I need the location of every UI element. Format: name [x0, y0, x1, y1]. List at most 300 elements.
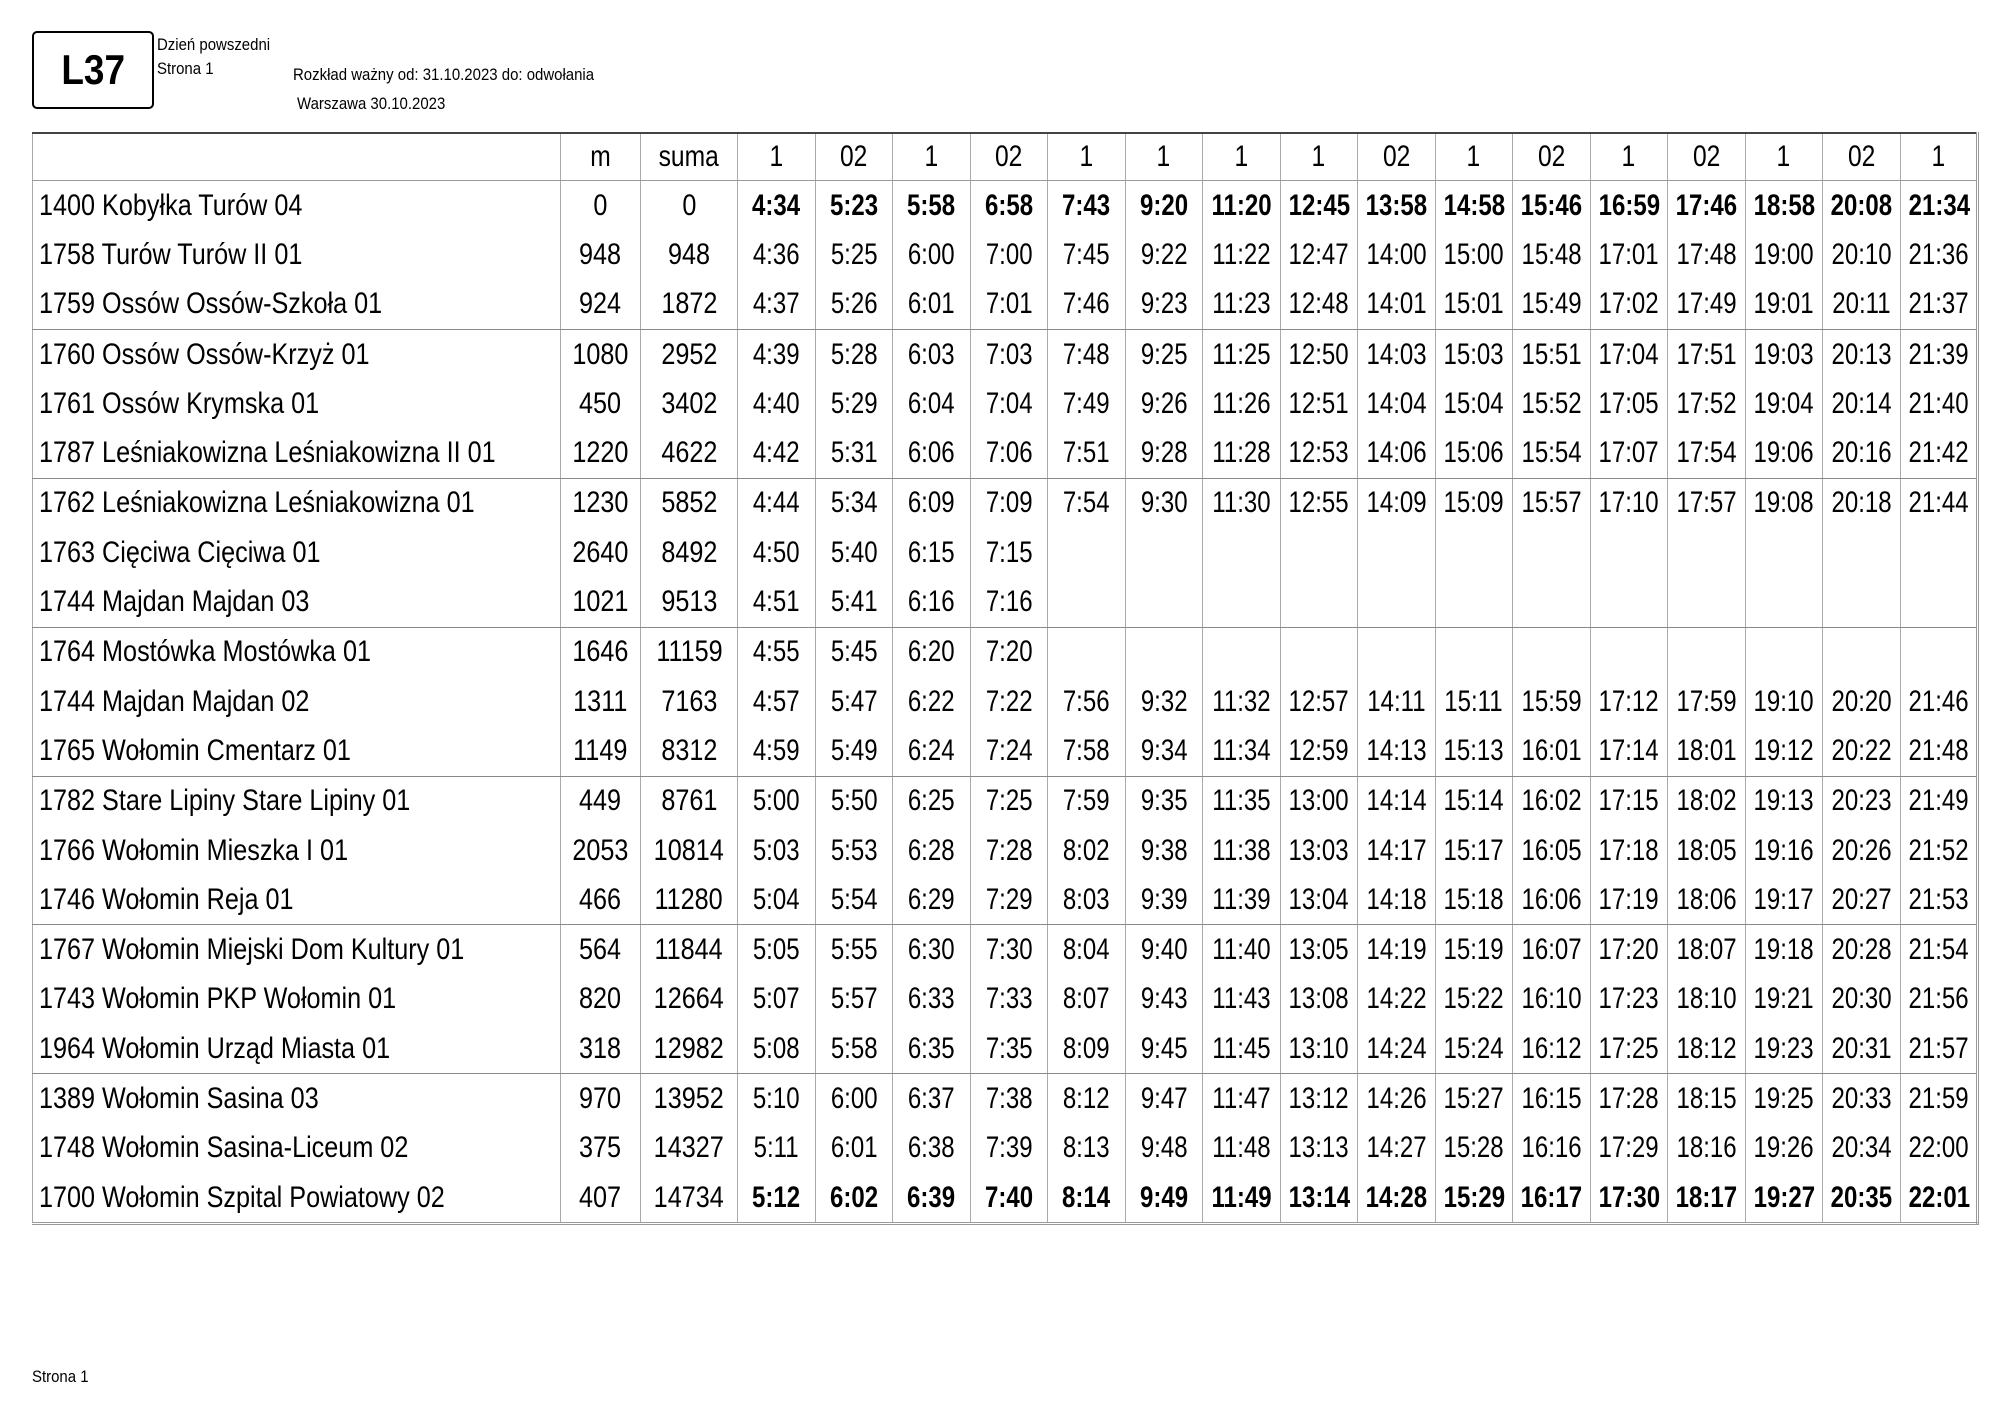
stop-name-text: 1744 Majdan Majdan 03	[39, 585, 310, 619]
departure-time-text: 17:54	[1676, 436, 1737, 470]
departure-time	[1900, 627, 1978, 677]
stop-name-text: 1760 Ossów Ossów-Krzyż 01	[39, 337, 370, 371]
departure-time-text: 11:22	[1212, 237, 1271, 271]
departure-time	[1513, 826, 1591, 875]
departure-time	[1590, 677, 1668, 726]
departure-time-text: 19:23	[1753, 1031, 1814, 1065]
departure-time	[1280, 329, 1358, 379]
departure-time-text: 16:10	[1521, 982, 1582, 1016]
departure-time-text: 21:34	[1908, 188, 1970, 222]
departure-time	[1125, 1024, 1203, 1074]
departure-time-text: 18:06	[1676, 882, 1737, 916]
departure-time	[1125, 677, 1203, 726]
departure-time-text: 20:34	[1831, 1131, 1892, 1165]
departure-time-text: 11:45	[1212, 1031, 1271, 1065]
departure-time	[1513, 379, 1591, 428]
departure-time	[1668, 181, 1746, 231]
departure-time	[893, 726, 971, 776]
distance-sum	[641, 379, 738, 428]
departure-time	[1280, 726, 1358, 776]
departure-time-text: 16:15	[1521, 1081, 1582, 1115]
departure-time	[1900, 726, 1978, 776]
departure-time-text: 9:38	[1140, 833, 1188, 867]
departure-time-text: 11:48	[1212, 1131, 1271, 1165]
stop-name	[33, 478, 561, 528]
departure-time	[970, 478, 1048, 528]
departure-time	[1668, 1124, 1746, 1173]
departure-time	[815, 627, 893, 677]
departure-time	[738, 627, 816, 677]
departure-time	[1900, 280, 1978, 330]
departure-time	[970, 230, 1048, 279]
stop-name	[33, 677, 561, 726]
departure-time-text: 14:14	[1366, 784, 1427, 818]
departure-time	[1590, 280, 1668, 330]
distance-m-text: 820	[579, 982, 622, 1016]
departure-time-text: 18:16	[1676, 1131, 1737, 1165]
table-row	[33, 577, 1978, 627]
departure-time-text: 5:53	[830, 833, 878, 867]
header-label: 02	[1382, 140, 1410, 173]
stop-name-text: 1787 Leśniakowizna Leśniakowizna II 01	[39, 436, 496, 470]
departure-time	[1435, 1173, 1513, 1224]
departure-time	[1745, 478, 1823, 528]
departure-time	[1745, 577, 1823, 627]
departure-time	[1745, 1024, 1823, 1074]
departure-time	[1900, 181, 1978, 231]
departure-time	[1513, 726, 1591, 776]
departure-time	[1435, 975, 1513, 1024]
departure-time	[1048, 181, 1126, 231]
departure-time	[970, 428, 1048, 478]
departure-time-text: 11:26	[1212, 386, 1271, 420]
departure-time-text: 7:39	[985, 1131, 1033, 1165]
departure-time	[738, 428, 816, 478]
departure-time	[1900, 1173, 1978, 1224]
departure-time	[1513, 280, 1591, 330]
header-label: suma	[658, 140, 720, 173]
table-row	[33, 230, 1978, 279]
header-cell-course	[970, 133, 1048, 181]
departure-time-text: 6:33	[907, 982, 955, 1016]
departure-time-text: 22:01	[1908, 1180, 1970, 1214]
departure-time	[815, 975, 893, 1024]
distance-sum-text: 2952	[660, 337, 718, 371]
departure-time-text: 5:08	[752, 1031, 800, 1065]
departure-time	[1280, 677, 1358, 726]
departure-time	[738, 329, 816, 379]
departure-time	[1203, 776, 1281, 826]
departure-time	[970, 329, 1048, 379]
departure-time	[1280, 181, 1358, 231]
departure-time	[1590, 726, 1668, 776]
departure-time	[1203, 826, 1281, 875]
departure-time-text: 16:16	[1521, 1131, 1582, 1165]
departure-time-text: 12:59	[1288, 733, 1349, 767]
distance-m	[561, 1124, 641, 1173]
departure-time	[1513, 1024, 1591, 1074]
departure-time-text: 17:51	[1676, 337, 1737, 371]
departure-time-text: 19:18	[1753, 933, 1814, 967]
departure-time	[970, 627, 1048, 677]
header-cell-course	[1668, 133, 1746, 181]
departure-time-text: 8:03	[1062, 882, 1110, 916]
departure-time-text: 21:46	[1908, 684, 1969, 718]
departure-time-text: 15:57	[1521, 486, 1582, 520]
departure-time-text: 4:59	[752, 733, 800, 767]
departure-time	[1823, 677, 1901, 726]
departure-time-text: 15:03	[1443, 337, 1504, 371]
header-label: 1	[1931, 140, 1946, 173]
distance-m	[561, 478, 641, 528]
departure-time	[1900, 677, 1978, 726]
footer-page-label: Strona 1	[32, 1367, 89, 1386]
distance-sum	[641, 826, 738, 875]
header-cell-course	[1513, 133, 1591, 181]
departure-time	[1745, 975, 1823, 1024]
departure-time-text: 13:10	[1288, 1031, 1349, 1065]
departure-time-text: 18:01	[1676, 733, 1737, 767]
departure-time-text: 13:14	[1288, 1180, 1350, 1214]
departure-time-text: 7:38	[985, 1081, 1033, 1115]
departure-time-text: 5:07	[752, 982, 800, 1016]
departure-time	[1125, 826, 1203, 875]
table-row	[33, 478, 1978, 528]
distance-sum	[641, 1074, 738, 1124]
departure-time-text: 4:57	[752, 684, 800, 718]
departure-time-text: 4:34	[752, 188, 801, 222]
departure-time	[1823, 975, 1901, 1024]
distance-sum	[641, 280, 738, 330]
departure-time-text: 5:05	[752, 933, 800, 967]
departure-time	[738, 726, 816, 776]
departure-time-text: 7:35	[985, 1031, 1033, 1065]
departure-time	[1513, 329, 1591, 379]
departure-time-text: 5:34	[830, 486, 878, 520]
departure-time	[1590, 528, 1668, 577]
departure-time	[1590, 478, 1668, 528]
departure-time-text: 7:30	[985, 933, 1033, 967]
departure-time-text: 4:39	[752, 337, 800, 371]
departure-time-text: 11:34	[1212, 733, 1271, 767]
departure-time	[1513, 230, 1591, 279]
distance-sum-text: 8312	[660, 733, 718, 767]
departure-time-text: 20:18	[1831, 486, 1892, 520]
distance-m	[561, 428, 641, 478]
departure-time-text: 17:28	[1598, 1081, 1659, 1115]
departure-time	[738, 1074, 816, 1124]
departure-time	[1823, 181, 1901, 231]
header-cell-course	[1745, 133, 1823, 181]
departure-time	[1590, 1173, 1668, 1224]
departure-time-text: 9:43	[1140, 982, 1188, 1016]
departure-time	[1125, 1124, 1203, 1173]
departure-time	[1900, 577, 1978, 627]
departure-time	[1048, 677, 1126, 726]
departure-time-text: 13:04	[1288, 882, 1349, 916]
departure-time	[893, 379, 971, 428]
departure-time-text: 13:58	[1365, 188, 1428, 222]
departure-time-text: 12:55	[1288, 486, 1349, 520]
departure-time-text: 15:29	[1443, 1180, 1505, 1214]
departure-time-text: 15:11	[1444, 684, 1503, 718]
departure-time-text: 14:03	[1366, 337, 1427, 371]
departure-time	[1590, 230, 1668, 279]
departure-time	[1203, 1024, 1281, 1074]
distance-sum	[641, 478, 738, 528]
departure-time	[970, 875, 1048, 925]
departure-time-text: 9:20	[1139, 188, 1188, 222]
distance-sum-text: 13952	[653, 1081, 725, 1115]
table-row	[33, 329, 1978, 379]
departure-time-text: 9:45	[1140, 1031, 1188, 1065]
departure-time	[1513, 181, 1591, 231]
header-label: 02	[995, 140, 1023, 173]
departure-time-text: 4:44	[752, 486, 800, 520]
departure-time	[1745, 1173, 1823, 1224]
distance-sum-text: 11159	[655, 635, 723, 669]
departure-time	[1048, 230, 1126, 279]
departure-time-text: 21:57	[1908, 1031, 1969, 1065]
departure-time	[1358, 428, 1436, 478]
departure-time	[1900, 230, 1978, 279]
header-cell-course	[738, 133, 816, 181]
departure-time	[815, 1173, 893, 1224]
departure-time	[970, 1124, 1048, 1173]
departure-time-text: 5:29	[830, 386, 878, 420]
departure-time	[815, 1074, 893, 1124]
departure-time-text: 7:24	[985, 733, 1033, 767]
departure-time-text: 8:07	[1062, 982, 1110, 1016]
departure-time	[1668, 230, 1746, 279]
departure-time-text: 15:54	[1521, 436, 1582, 470]
departure-time	[1668, 379, 1746, 428]
departure-time	[1435, 776, 1513, 826]
distance-m	[561, 677, 641, 726]
departure-time-text: 7:20	[985, 635, 1033, 669]
place-date-text: Warszawa 30.10.2023	[297, 94, 446, 113]
departure-time	[1048, 1124, 1126, 1173]
departure-time	[1513, 677, 1591, 726]
departure-time	[815, 677, 893, 726]
departure-time	[1048, 428, 1126, 478]
departure-time-text: 15:52	[1521, 386, 1582, 420]
departure-time	[1745, 1124, 1823, 1173]
departure-time-text: 21:54	[1908, 933, 1969, 967]
departure-time-text: 7:56	[1062, 684, 1110, 718]
stop-name	[33, 1024, 561, 1074]
departure-time-text: 6:00	[907, 237, 955, 271]
departure-time	[1590, 181, 1668, 231]
table-row	[33, 1173, 1978, 1224]
departure-time	[1358, 478, 1436, 528]
departure-time	[1513, 528, 1591, 577]
departure-time	[1745, 379, 1823, 428]
table-row	[33, 1074, 1978, 1124]
departure-time	[1513, 925, 1591, 975]
departure-time-text: 4:40	[752, 386, 800, 420]
departure-time-text: 14:19	[1366, 933, 1427, 967]
departure-time	[1745, 875, 1823, 925]
departure-time-text: 9:28	[1140, 436, 1188, 470]
departure-time	[1048, 826, 1126, 875]
table-row	[33, 379, 1978, 428]
departure-time-text: 12:53	[1288, 436, 1349, 470]
departure-time-text: 7:03	[985, 337, 1033, 371]
departure-time-text: 6:28	[907, 833, 955, 867]
departure-time-text: 11:32	[1212, 684, 1271, 718]
departure-time-text: 15:01	[1443, 287, 1504, 321]
departure-time	[1125, 379, 1203, 428]
departure-time	[1590, 1074, 1668, 1124]
distance-sum-text: 8492	[660, 535, 718, 569]
departure-time-text: 15:09	[1443, 486, 1504, 520]
table-row	[33, 677, 1978, 726]
distance-m	[561, 776, 641, 826]
distance-m-text: 0	[593, 188, 608, 222]
departure-time	[1435, 627, 1513, 677]
departure-time	[1280, 379, 1358, 428]
departure-time	[738, 280, 816, 330]
departure-time	[815, 1124, 893, 1173]
departure-time	[738, 677, 816, 726]
departure-time-text: 18:58	[1753, 188, 1815, 222]
departure-time-text: 6:16	[907, 585, 955, 619]
departure-time-text: 11:43	[1212, 982, 1271, 1016]
departure-time-text: 17:12	[1598, 684, 1659, 718]
departure-time	[1203, 1074, 1281, 1124]
validity-text: Rozkład ważny od: 31.10.2023 do: odwołania	[293, 65, 595, 84]
departure-time	[738, 1173, 816, 1224]
stop-name	[33, 1173, 561, 1224]
departure-time	[1435, 478, 1513, 528]
departure-time	[1668, 975, 1746, 1024]
departure-time	[1125, 776, 1203, 826]
departure-time-text: 7:54	[1062, 486, 1110, 520]
departure-time	[1513, 1124, 1591, 1173]
departure-time-text: 17:25	[1598, 1031, 1659, 1065]
departure-time	[1435, 577, 1513, 627]
departure-time-text: 5:40	[830, 535, 878, 569]
departure-time-text: 5:58	[907, 188, 956, 222]
departure-time	[1745, 181, 1823, 231]
departure-time	[1900, 329, 1978, 379]
stop-name-text: 1763 Cięciwa Cięciwa 01	[39, 535, 321, 569]
departure-time	[1358, 726, 1436, 776]
departure-time	[893, 875, 971, 925]
header-cell-course	[1358, 133, 1436, 181]
departure-time	[1900, 379, 1978, 428]
departure-time	[1823, 230, 1901, 279]
departure-time	[738, 1124, 816, 1173]
departure-time-text: 20:22	[1831, 733, 1892, 767]
departure-time-text: 20:14	[1831, 386, 1892, 420]
departure-time-text: 21:44	[1908, 486, 1969, 520]
departure-time-text: 15:27	[1443, 1081, 1504, 1115]
departure-time-text: 16:17	[1520, 1180, 1583, 1214]
distance-m	[561, 280, 641, 330]
departure-time	[1435, 1124, 1513, 1173]
departure-time-text: 8:02	[1062, 833, 1110, 867]
stop-name	[33, 627, 561, 677]
departure-time	[1203, 428, 1281, 478]
departure-time-text: 5:49	[830, 733, 878, 767]
departure-time	[1358, 826, 1436, 875]
departure-time-text: 5:31	[830, 436, 878, 470]
departure-time	[815, 776, 893, 826]
departure-time	[1590, 379, 1668, 428]
departure-time-text: 21:48	[1908, 733, 1969, 767]
departure-time	[1590, 776, 1668, 826]
departure-time-text: 6:22	[907, 684, 955, 718]
departure-time-text: 9:30	[1140, 486, 1188, 520]
departure-time-text: 6:02	[829, 1180, 878, 1214]
departure-time	[970, 826, 1048, 875]
departure-time-text: 20:08	[1830, 188, 1893, 222]
departure-time-text: 6:20	[907, 635, 955, 669]
distance-sum	[641, 1173, 738, 1224]
departure-time-text: 14:04	[1366, 386, 1427, 420]
departure-time-text: 5:11	[753, 1131, 799, 1165]
departure-time	[1513, 1173, 1591, 1224]
departure-time-text: 21:52	[1908, 833, 1969, 867]
departure-time-text: 15:28	[1443, 1131, 1504, 1165]
departure-time-text: 15:48	[1521, 237, 1582, 271]
distance-m-text: 318	[579, 1031, 622, 1065]
departure-time-text: 17:18	[1598, 833, 1659, 867]
departure-time	[893, 1074, 971, 1124]
departure-time-text: 18:02	[1676, 784, 1737, 818]
departure-time-text: 8:09	[1062, 1031, 1110, 1065]
departure-time	[738, 975, 816, 1024]
departure-time	[1203, 230, 1281, 279]
departure-time-text: 5:00	[752, 784, 800, 818]
departure-time-text: 8:13	[1062, 1131, 1110, 1165]
departure-time-text: 21:42	[1908, 436, 1969, 470]
departure-time	[1203, 528, 1281, 577]
departure-time-text: 21:56	[1908, 982, 1969, 1016]
departure-time-text: 6:06	[907, 436, 955, 470]
departure-time	[1435, 677, 1513, 726]
departure-time	[1745, 528, 1823, 577]
departure-time	[738, 875, 816, 925]
departure-time	[815, 280, 893, 330]
stop-name	[33, 329, 561, 379]
stop-name	[33, 925, 561, 975]
departure-time-text: 19:04	[1753, 386, 1814, 420]
departure-time	[1203, 925, 1281, 975]
departure-time	[1745, 925, 1823, 975]
departure-time-text: 7:51	[1062, 436, 1110, 470]
table-row	[33, 428, 1978, 478]
departure-time-text: 11:49	[1211, 1180, 1272, 1214]
departure-time	[815, 230, 893, 279]
departure-time	[1203, 181, 1281, 231]
departure-time	[1125, 726, 1203, 776]
departure-time	[1900, 478, 1978, 528]
stop-name	[33, 826, 561, 875]
stop-name	[33, 975, 561, 1024]
departure-time	[1435, 925, 1513, 975]
departure-time-text: 15:04	[1443, 386, 1504, 420]
departure-time	[1280, 577, 1358, 627]
departure-time-text: 17:20	[1598, 933, 1659, 967]
departure-time-text: 7:58	[1062, 733, 1110, 767]
departure-time-text: 20:10	[1831, 237, 1892, 271]
distance-sum	[641, 577, 738, 627]
departure-time-text: 5:26	[830, 287, 878, 321]
departure-time-text: 14:00	[1366, 237, 1427, 271]
